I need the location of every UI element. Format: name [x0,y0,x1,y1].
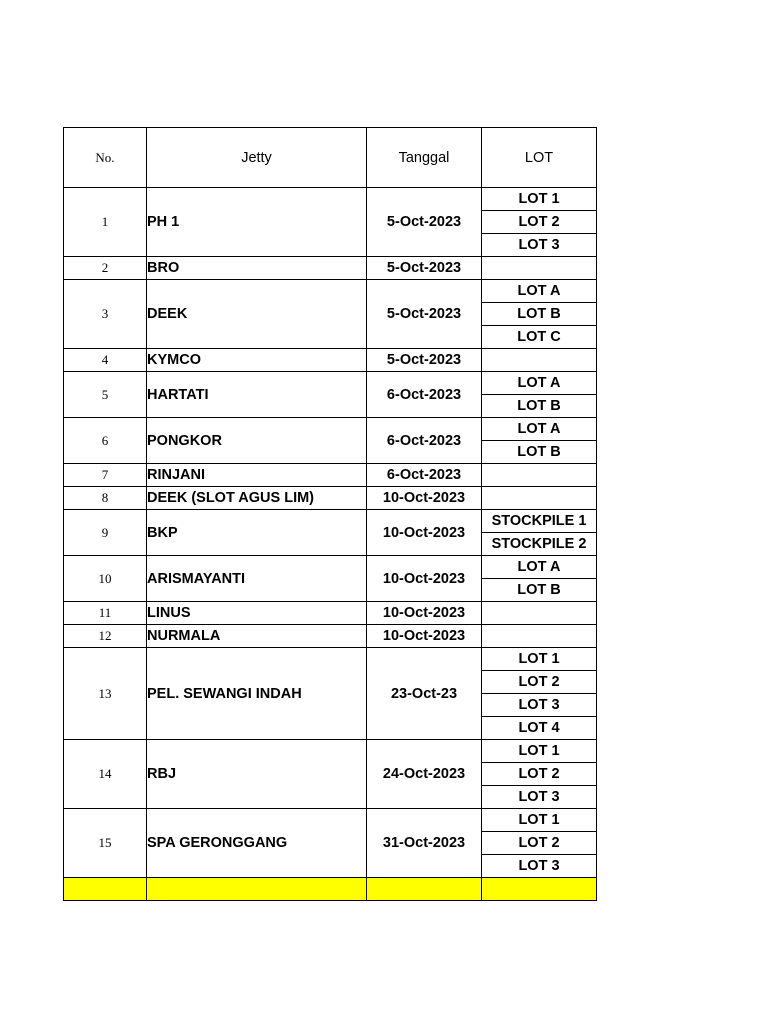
tanggal-cell[interactable]: 10-Oct-2023 [367,510,482,556]
lot-cell[interactable] [482,349,597,372]
lot-cell[interactable]: LOT 2 [482,211,597,234]
lot-cell[interactable]: LOT B [482,579,597,602]
tanggal-cell[interactable]: 5-Oct-2023 [367,349,482,372]
row-number[interactable]: 13 [64,648,147,740]
table-row [64,372,597,395]
table-row [64,349,597,372]
tanggal-cell[interactable]: 5-Oct-2023 [367,257,482,280]
table-row [64,464,597,487]
highlighted-cell[interactable] [147,878,367,901]
highlighted-cell[interactable] [64,878,147,901]
jetty-cell[interactable]: RBJ [147,740,367,809]
lot-cell[interactable]: LOT 1 [482,809,597,832]
lot-cell[interactable]: LOT 1 [482,740,597,763]
jetty-cell[interactable]: HARTATI [147,372,367,418]
jetty-cell[interactable]: LINUS [147,602,367,625]
jetty-cell[interactable]: DEEK (SLOT AGUS LIM) [147,487,367,510]
table-row [64,625,597,648]
table-row [64,418,597,441]
table-row [64,740,597,763]
tanggal-cell[interactable]: 6-Oct-2023 [367,372,482,418]
table-row [64,556,597,579]
highlighted-cell[interactable] [367,878,482,901]
jetty-cell[interactable]: KYMCO [147,349,367,372]
table-row [64,648,597,671]
header-row [64,128,597,188]
lot-cell[interactable]: LOT 3 [482,855,597,878]
jetty-cell[interactable]: PONGKOR [147,418,367,464]
lot-cell[interactable]: LOT A [482,280,597,303]
row-number[interactable]: 1 [64,188,147,257]
lot-cell[interactable]: LOT A [482,418,597,441]
jetty-cell[interactable]: ARISMAYANTI [147,556,367,602]
table-row [64,809,597,832]
highlighted-cell[interactable] [482,878,597,901]
lot-cell[interactable]: LOT B [482,303,597,326]
lot-cell[interactable] [482,464,597,487]
lot-cell[interactable]: LOT B [482,441,597,464]
row-number[interactable]: 6 [64,418,147,464]
row-number[interactable]: 2 [64,257,147,280]
lot-cell[interactable]: LOT 3 [482,786,597,809]
jetty-cell[interactable]: NURMALA [147,625,367,648]
lot-cell[interactable]: LOT 2 [482,832,597,855]
row-number[interactable]: 5 [64,372,147,418]
highlighted-empty-row [64,878,597,901]
lot-cell[interactable]: STOCKPILE 2 [482,533,597,556]
table-row [64,280,597,303]
lot-cell[interactable] [482,625,597,648]
header-jetty: Jetty [147,128,367,188]
tanggal-cell[interactable]: 31-Oct-2023 [367,809,482,878]
lot-cell[interactable]: LOT A [482,556,597,579]
table-body [64,188,597,901]
tanggal-cell[interactable]: 10-Oct-2023 [367,625,482,648]
tanggal-cell[interactable]: 10-Oct-2023 [367,602,482,625]
jetty-cell[interactable]: BRO [147,257,367,280]
lot-cell[interactable]: LOT 1 [482,648,597,671]
tanggal-cell[interactable]: 6-Oct-2023 [367,464,482,487]
jetty-cell[interactable]: PH 1 [147,188,367,257]
tanggal-cell[interactable]: 10-Oct-2023 [367,487,482,510]
table-row [64,510,597,533]
table-row [64,257,597,280]
lot-cell[interactable]: LOT 3 [482,234,597,257]
tanggal-cell[interactable]: 6-Oct-2023 [367,418,482,464]
table-row [64,188,597,211]
row-number[interactable]: 10 [64,556,147,602]
tanggal-cell[interactable]: 23-Oct-23 [367,648,482,740]
row-number[interactable]: 4 [64,349,147,372]
lot-cell[interactable]: LOT 2 [482,763,597,786]
jetty-cell[interactable]: DEEK [147,280,367,349]
jetty-lot-table [63,127,597,901]
row-number[interactable]: 11 [64,602,147,625]
lot-cell[interactable]: LOT 1 [482,188,597,211]
jetty-cell[interactable]: SPA GERONGGANG [147,809,367,878]
row-number[interactable]: 14 [64,740,147,809]
row-number[interactable]: 3 [64,280,147,349]
jetty-cell[interactable]: BKP [147,510,367,556]
header-lot: LOT [482,128,597,188]
lot-cell[interactable]: LOT 2 [482,671,597,694]
lot-cell[interactable]: LOT 3 [482,694,597,717]
row-number[interactable]: 7 [64,464,147,487]
lot-cell[interactable] [482,602,597,625]
header-no: No. [64,128,147,188]
lot-cell[interactable] [482,257,597,280]
tanggal-cell[interactable]: 5-Oct-2023 [367,280,482,349]
row-number[interactable]: 15 [64,809,147,878]
tanggal-cell[interactable]: 24-Oct-2023 [367,740,482,809]
table-row [64,602,597,625]
lot-cell[interactable] [482,487,597,510]
row-number[interactable]: 12 [64,625,147,648]
header-tanggal: Tanggal [367,128,482,188]
lot-cell[interactable]: LOT A [482,372,597,395]
table-row [64,487,597,510]
row-number[interactable]: 8 [64,487,147,510]
tanggal-cell[interactable]: 5-Oct-2023 [367,188,482,257]
jetty-cell[interactable]: RINJANI [147,464,367,487]
lot-cell[interactable]: LOT C [482,326,597,349]
tanggal-cell[interactable]: 10-Oct-2023 [367,556,482,602]
lot-cell[interactable]: LOT 4 [482,717,597,740]
lot-cell[interactable]: LOT B [482,395,597,418]
jetty-cell[interactable]: PEL. SEWANGI INDAH [147,648,367,740]
lot-cell[interactable]: STOCKPILE 1 [482,510,597,533]
row-number[interactable]: 9 [64,510,147,556]
